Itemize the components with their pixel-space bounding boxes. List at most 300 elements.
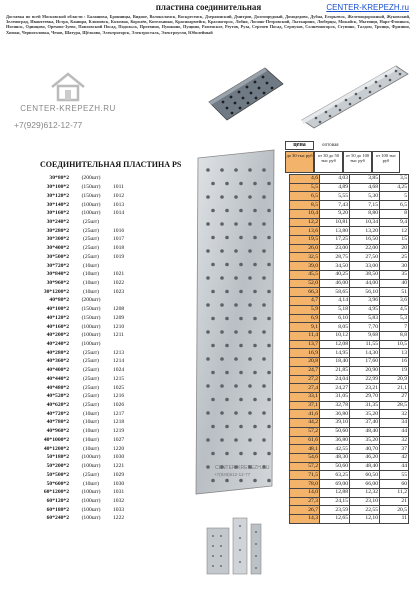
row-price-3: 31,35 (350, 401, 380, 410)
row-spacer (142, 349, 290, 358)
delivery-text: Доставка по всей Московской области : Балашиха, Бронницы, Видное, Волоколамск, Воскресенск, Дзержинский, Дмитров, Долгопрудный, Домодедово, Дубна, Егорьевск, Железнодорожный, Жуковский, Зеленоград, Ивантеевка, Истра, Кашира, Климовск, Коломна, Королёв, Котельники, Красноармейск, Красногорск, Лобня, Лосино-Петровский, Лыткарино, Люберцы, Можайск, Мытищи, Наро-Фоминск, Ногинск, Одинцово, Орехово-Зуево, Павловский Посад, Подольск, Протвино, Пушкино, Пущино, Раменское, Реутов, Руза, Сергиев Посад, Серпухов, Солнечногорск, Ступино, Талдом, Троицк, Фрязино, Химки, Черноголовка, Чехов, Шатура, Щёлково, Электрогорск, Электросталь, Электроугли, Юбилейный (6, 14, 410, 35)
row-price-2: 23,59 (320, 506, 350, 515)
row-pack: (10шт) (82, 271, 100, 278)
row-size: 40*360*2 (46, 358, 69, 365)
row-price-1: 5,5 (290, 183, 320, 192)
row-size: 50*600*2 (46, 480, 69, 487)
row-price-2: 10,81 (320, 218, 350, 227)
row-price-1: 27,3 (290, 497, 320, 506)
row-price-4: 42 (380, 454, 409, 463)
row-price-4: 19 (380, 366, 409, 375)
row-price-3: 48,40 (350, 427, 380, 436)
row-price-2: 40,25 (320, 270, 350, 279)
row-size: 30*160*2 (46, 210, 69, 217)
col-header-1: до 30 тыс руб (285, 151, 314, 173)
price-table (2, 174, 409, 524)
site-link[interactable]: CENTER-KREPEZH.ru (326, 3, 409, 12)
table-row (2, 192, 409, 201)
table-row (2, 480, 409, 489)
row-pack: (100шт) (81, 210, 101, 217)
row-price-1: 32,5 (290, 253, 320, 262)
row-price-1: 24,7 (290, 366, 320, 375)
row-price-3: 8,80 (350, 209, 380, 218)
row-price-2: 6,10 (320, 314, 350, 323)
row-price-2: 8,05 (320, 323, 350, 332)
row-price-2: 50,60 (320, 427, 350, 436)
row-code: 1029 (113, 471, 125, 478)
col-header-2: от 30 до 50 тыс руб (314, 151, 343, 173)
row-spacer (142, 436, 290, 445)
row-price-2: 10,12 (320, 331, 350, 340)
row-size: 30*840*2 (46, 271, 69, 278)
row-pack: (10шт) (82, 428, 100, 435)
watermark-phone: +7(929)612-12-77 (214, 472, 251, 477)
row-spacer (142, 175, 290, 184)
row-price-4: 21 (380, 497, 409, 506)
plate-hole (220, 168, 224, 172)
row-code: 1031 (113, 489, 125, 496)
row-pack: (150шт) (81, 184, 101, 191)
row-price-1: 71,5 (290, 471, 320, 480)
row-price-1: 45,5 (290, 270, 320, 279)
row-code: 1033 (113, 506, 125, 513)
row-price-1: 66,3 (290, 288, 320, 297)
table-row (2, 218, 409, 227)
table-row (2, 236, 409, 245)
row-spacer (142, 462, 290, 471)
row-pack: (100шт) (81, 201, 101, 208)
row-spacer (142, 183, 290, 192)
row-price-2: 39,10 (320, 419, 350, 428)
row-price-2: 12,08 (320, 340, 350, 349)
row-price-3: 10,34 (350, 218, 380, 227)
row-price-1: 57,2 (290, 427, 320, 436)
row-price-4: 20,9 (380, 375, 409, 384)
row-pack: (150шт) (81, 314, 101, 321)
table-row (2, 270, 409, 279)
row-price-4: 20 (380, 244, 409, 253)
row-pack: (25шт) (82, 367, 100, 374)
table-row (2, 410, 409, 419)
table-row (2, 227, 409, 236)
row-price-2: 24,27 (320, 384, 350, 393)
row-spacer (142, 279, 290, 288)
row-pack: (100шт) (81, 323, 101, 330)
plate-hole (262, 168, 266, 172)
row-pack: (10шт) (82, 288, 100, 295)
table-row (2, 506, 409, 515)
row-size: 40*1000*2 (43, 436, 69, 443)
company-logo (8, 72, 128, 136)
table-row (2, 436, 409, 445)
row-price-4: 55 (380, 471, 409, 480)
row-price-4: 7 (380, 323, 409, 332)
col-header-3: от 50 до 100 тыс руб (343, 151, 372, 173)
row-price-2: 4,89 (320, 183, 350, 192)
row-size: 60*120*2 (46, 497, 69, 504)
row-code: 1217 (113, 410, 125, 417)
row-price-4: 40 (380, 279, 409, 288)
table-row (2, 262, 409, 271)
table-row (2, 358, 409, 367)
row-code: 1023 (113, 288, 125, 295)
row-price-1: 4,7 (290, 297, 320, 306)
row-code: 1014 (113, 210, 125, 217)
row-code: 1215 (113, 375, 125, 382)
row-price-3: 7,70 (350, 323, 380, 332)
row-code: 1220 (113, 445, 125, 452)
row-code: 1214 (113, 358, 125, 365)
row-pack: (100шт) (81, 454, 101, 461)
logo-name: CENTER-KREPEZH.RU (20, 104, 116, 113)
row-pack: (25шт) (82, 358, 100, 365)
row-price-2: 63,25 (320, 471, 350, 480)
row-pack: (10шт) (82, 436, 100, 443)
row-pack: (10шт) (82, 279, 100, 286)
row-size: 40*1200*2 (43, 445, 69, 452)
row-price-1: 5,9 (290, 305, 320, 314)
row-price-4: 37 (380, 445, 409, 454)
row-price-4: 13 (380, 349, 409, 358)
logo-phone: +7(929)612-12-77 (14, 120, 83, 130)
row-size: 40*620*2 (46, 402, 69, 409)
row-price-1: 26,0 (290, 244, 320, 253)
row-spacer (142, 323, 290, 332)
row-price-3: 44,00 (350, 279, 380, 288)
row-price-1: 9,1 (290, 323, 320, 332)
plate-photo-angled (205, 62, 287, 124)
table-row (2, 349, 409, 358)
row-spacer (142, 297, 290, 306)
row-size: 40*440*2 (46, 375, 69, 382)
row-price-4: 8 (380, 209, 409, 218)
row-size: 30*300*2 (46, 236, 69, 243)
row-price-1: 16,9 (290, 349, 320, 358)
row-pack: (25шт) (82, 471, 100, 478)
row-price-2: 31,05 (320, 392, 350, 401)
table-row (2, 401, 409, 410)
row-size: 30*120*2 (46, 192, 69, 199)
row-spacer (142, 445, 290, 454)
row-pack: (100шт) (81, 515, 101, 522)
table-row (2, 314, 409, 323)
row-price-4: 3,5 (380, 175, 409, 184)
row-price-2: 69,00 (320, 480, 350, 489)
row-code: 1024 (113, 367, 125, 374)
row-price-4: 21,1 (380, 384, 409, 393)
row-price-1: 10,4 (290, 209, 320, 218)
row-price-4: 35 (380, 270, 409, 279)
watermark-name: CENTER-KREPEZH.RU (215, 465, 270, 471)
row-price-1: 78,0 (290, 480, 320, 489)
wholesale-header: оптовая (322, 143, 339, 148)
row-price-2: 14,95 (320, 349, 350, 358)
row-price-3: 38,50 (350, 270, 380, 279)
row-price-3: 12,10 (350, 515, 380, 524)
row-price-4: 6,5 (380, 201, 409, 210)
row-code: 1027 (113, 436, 125, 443)
row-price-4: 5 (380, 192, 409, 201)
row-price-3: 14,30 (350, 349, 380, 358)
row-code: 1030 (113, 480, 125, 487)
row-code: 1026 (113, 402, 125, 409)
row-pack: (10шт) (82, 445, 100, 452)
row-price-1: 13,6 (290, 227, 320, 236)
row-spacer (142, 340, 290, 349)
row-code: 1221 (113, 463, 125, 470)
row-pack: (25шт) (82, 402, 100, 409)
row-price-4: 9,4 (380, 218, 409, 227)
plate-photo-long (300, 60, 410, 130)
row-price-3: 35,20 (350, 436, 380, 445)
row-size: 40*120*2 (46, 314, 69, 321)
row-price-4: 4,5 (380, 305, 409, 314)
table-row (2, 384, 409, 393)
row-spacer (142, 497, 290, 506)
row-size: 30*140*2 (46, 201, 69, 208)
row-price-3: 23,10 (350, 497, 380, 506)
row-price-3: 3,96 (350, 297, 380, 306)
row-pack: (10шт) (82, 480, 100, 487)
row-price-3: 9,68 (350, 331, 380, 340)
row-price-2: 4,14 (320, 297, 350, 306)
plate-hole (234, 168, 238, 172)
row-price-4: 8,8 (380, 331, 409, 340)
row-pack: (25шт) (82, 384, 100, 391)
price-header: цена (285, 141, 314, 150)
row-pack: (25шт) (82, 393, 100, 400)
row-price-1: 41,6 (290, 410, 320, 419)
row-price-2: 18,40 (320, 358, 350, 367)
row-code: 1013 (113, 201, 125, 208)
row-size: 60*240*2 (46, 515, 69, 522)
row-code (112, 340, 142, 349)
row-code: 1219 (113, 428, 125, 435)
row-price-3: 48,40 (350, 462, 380, 471)
row-pack: (10шт) (82, 410, 100, 417)
row-price-3: 66,00 (350, 480, 380, 489)
row-code: 1208 (113, 306, 125, 313)
row-spacer (142, 515, 290, 524)
row-pack: (25шт) (82, 253, 100, 260)
row-price-1: 27,2 (290, 375, 320, 384)
row-spacer (142, 227, 290, 236)
row-price-2: 28,75 (320, 253, 350, 262)
table-row (2, 340, 409, 349)
row-price-3: 12,32 (350, 488, 380, 497)
row-price-3: 22,00 (350, 244, 380, 253)
row-pack: (100шт) (81, 341, 101, 348)
row-code: 1019 (113, 253, 125, 260)
table-row (2, 331, 409, 340)
row-price-3: 16,50 (350, 236, 380, 245)
row-price-3: 37,40 (350, 419, 380, 428)
row-price-1: 12,2 (290, 218, 320, 227)
row-code: 1016 (113, 227, 125, 234)
row-spacer (142, 488, 290, 497)
row-size: 40*80*2 (49, 297, 69, 304)
col-header-4: от 100 тыс руб (372, 151, 400, 173)
row-code: 1021 (113, 271, 125, 278)
row-price-4: 20,5 (380, 506, 409, 515)
row-spacer (142, 288, 290, 297)
row-pack: (25шт) (82, 236, 100, 243)
row-size: 30*500*2 (46, 253, 69, 260)
row-code (112, 297, 142, 306)
row-price-3: 27,50 (350, 253, 380, 262)
table-row (2, 515, 409, 524)
row-size: 30*240*2 (46, 218, 69, 225)
row-code: 1210 (113, 323, 125, 330)
row-price-3: 40,70 (350, 445, 380, 454)
row-spacer (142, 201, 290, 210)
row-price-3: 4,68 (350, 183, 380, 192)
row-price-4: 51 (380, 288, 409, 297)
row-spacer (142, 236, 290, 245)
table-row (2, 462, 409, 471)
row-price-4: 32 (380, 410, 409, 419)
row-price-4: 4,25 (380, 183, 409, 192)
table-row (2, 288, 409, 297)
row-price-1: 54,6 (290, 454, 320, 463)
row-size: 30*960*2 (46, 279, 69, 286)
row-size: 30*100*2 (46, 184, 69, 191)
row-spacer (142, 480, 290, 489)
row-price-4: 60 (380, 480, 409, 489)
row-pack: (150шт) (81, 192, 101, 199)
row-code: 1017 (113, 236, 125, 243)
house-icon (50, 72, 86, 102)
row-price-3: 22,55 (350, 506, 380, 515)
row-price-2: 42,55 (320, 445, 350, 454)
table-row (2, 201, 409, 210)
row-pack: (25шт) (82, 218, 100, 225)
row-price-4: 30 (380, 262, 409, 271)
row-pack: (150шт) (81, 306, 101, 313)
row-spacer (142, 244, 290, 253)
row-price-1: 14,0 (290, 488, 320, 497)
row-price-1: 6,9 (290, 314, 320, 323)
row-size: 40*720*2 (46, 410, 69, 417)
row-pack: (100шт) (81, 332, 101, 339)
row-price-2: 5,18 (320, 305, 350, 314)
row-size: 40*200*2 (46, 332, 69, 339)
row-spacer (142, 331, 290, 340)
plate-hole (206, 168, 210, 172)
row-price-2: 9,20 (320, 209, 350, 218)
table-row (2, 305, 409, 314)
row-code: 1011 (113, 184, 124, 191)
row-price-1: 20,8 (290, 358, 320, 367)
row-code: 1216 (113, 393, 125, 400)
row-pack: (100шт) (81, 497, 101, 504)
table-row (2, 427, 409, 436)
row-size: 40*520*2 (46, 393, 69, 400)
row-price-3: 7,15 (350, 201, 380, 210)
row-spacer (142, 392, 290, 401)
row-price-4: 32 (380, 436, 409, 445)
row-pack: (25шт) (82, 245, 100, 252)
row-price-4: 3,6 (380, 297, 409, 306)
row-price-3: 23,21 (350, 384, 380, 393)
row-price-3: 35,20 (350, 410, 380, 419)
row-pack: (25шт) (82, 375, 100, 382)
table-row (2, 323, 409, 332)
table-row (2, 419, 409, 428)
row-price-4: 15 (380, 236, 409, 245)
row-price-3: 56,10 (350, 288, 380, 297)
row-spacer (142, 305, 290, 314)
row-price-2: 36,80 (320, 436, 350, 445)
row-price-1: 13,7 (290, 340, 320, 349)
row-price-2: 32,78 (320, 401, 350, 410)
row-spacer (142, 427, 290, 436)
row-spacer (142, 401, 290, 410)
row-price-4: 5,3 (380, 314, 409, 323)
row-spacer (142, 209, 290, 218)
row-price-1: 19,5 (290, 236, 320, 245)
row-spacer (142, 314, 290, 323)
row-pack: (100шт) (81, 489, 101, 496)
row-price-1: 52,0 (290, 279, 320, 288)
row-price-1: 8,5 (290, 201, 320, 210)
row-price-3: 60,50 (350, 471, 380, 480)
row-price-3: 29,70 (350, 392, 380, 401)
row-price-2: 17,25 (320, 236, 350, 245)
row-price-4: 27 (380, 392, 409, 401)
row-price-3: 22,99 (350, 375, 380, 384)
row-size: 40*780*2 (46, 419, 69, 426)
row-price-4: 12 (380, 227, 409, 236)
table-row (2, 183, 409, 192)
row-code: 1022 (113, 279, 125, 286)
row-size: 30*1200*2 (43, 288, 69, 295)
row-size: 50*500*2 (46, 471, 69, 478)
row-price-2: 12,88 (320, 488, 350, 497)
table-row (2, 392, 409, 401)
row-spacer (142, 253, 290, 262)
row-price-1: 44,2 (290, 419, 320, 428)
row-price-2: 4,03 (320, 175, 350, 184)
row-price-2: 5,55 (320, 192, 350, 201)
row-spacer (142, 366, 290, 375)
row-price-2: 36,80 (320, 410, 350, 419)
row-size: 40*160*2 (46, 323, 69, 330)
row-size: 50*180*2 (46, 454, 69, 461)
row-pack: (200шт) (81, 297, 101, 304)
row-price-4: 16 (380, 358, 409, 367)
table-row (2, 375, 409, 384)
row-code (112, 218, 142, 227)
row-price-1: 4,6 (290, 175, 320, 184)
table-row (2, 209, 409, 218)
row-price-4: 25 (380, 253, 409, 262)
row-price-3: 11,55 (350, 340, 380, 349)
row-price-3: 17,60 (350, 358, 380, 367)
row-pack: (25шт) (82, 227, 100, 234)
row-pack: (100шт) (81, 506, 101, 513)
row-size: 60*1200*2 (43, 489, 69, 496)
table-row (2, 366, 409, 375)
row-size: 40*240*2 (46, 341, 69, 348)
row-spacer (142, 358, 290, 367)
row-spacer (142, 192, 290, 201)
row-size: 30*720*2 (46, 262, 69, 269)
row-size: 30*80*2 (49, 175, 69, 182)
row-code: 1012 (113, 192, 125, 199)
row-size: 40*960*2 (46, 428, 69, 435)
row-price-1: 33,1 (290, 392, 320, 401)
